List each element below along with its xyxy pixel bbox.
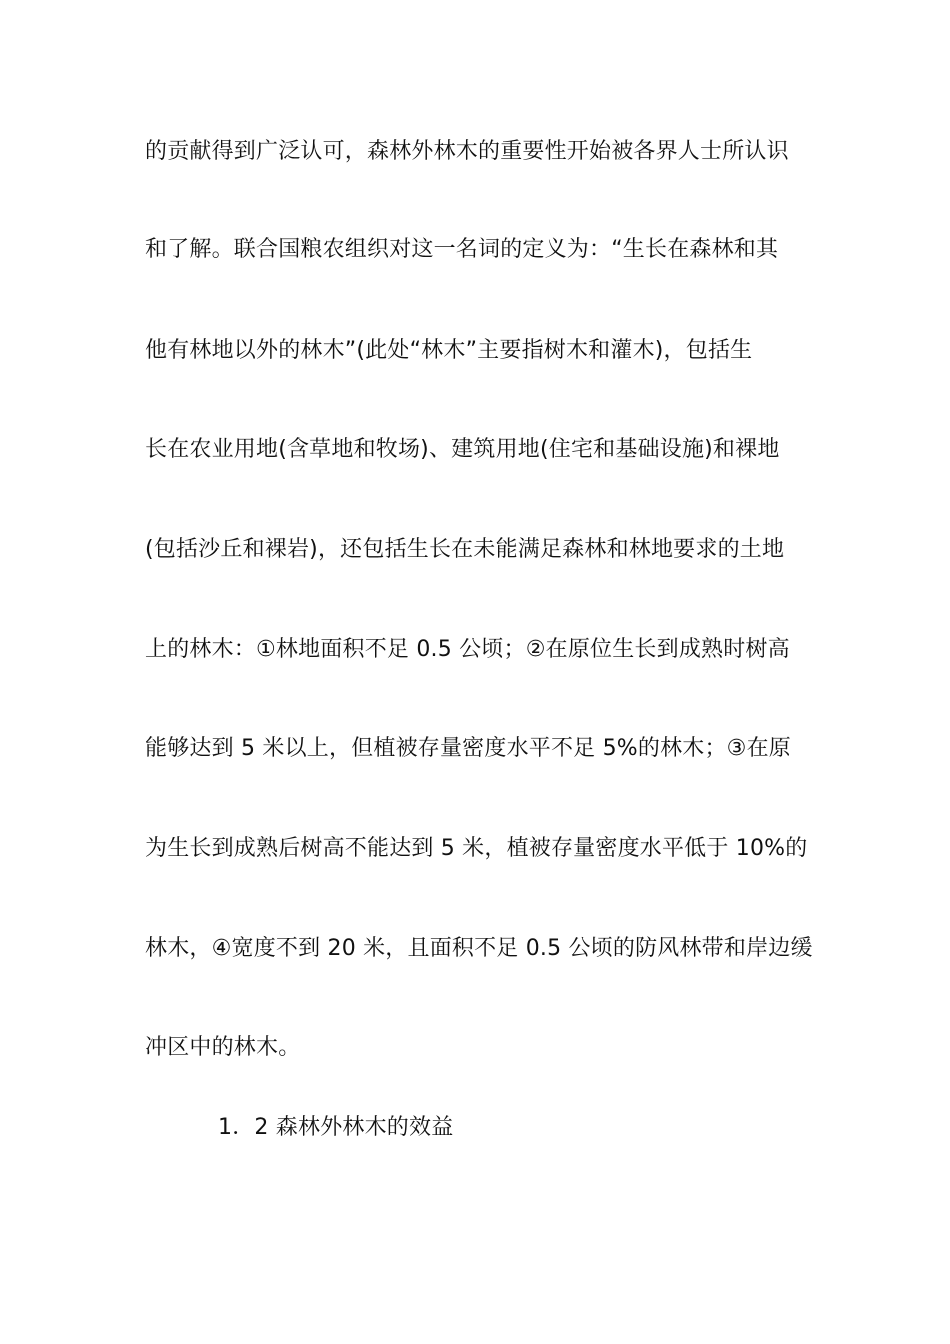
section-heading: 1．2 森林外林木的效益 bbox=[218, 1115, 454, 1140]
paragraph-line-2: 和了解。联合国粮农组织对这一名词的定义为：“生长在森林和其 bbox=[145, 237, 779, 262]
paragraph-line-10: 冲区中的林木。 bbox=[145, 1035, 301, 1060]
paragraph-line-8: 为生长到成熟后树高不能达到 5 米，植被存量密度水平低于 10%的 bbox=[145, 836, 808, 861]
paragraph-line-3: 他有林地以外的林木”(此处“林木”主要指树木和灌木)，包括生 bbox=[145, 338, 753, 363]
paragraph-line-5: (包括沙丘和裸岩)，还包括生长在未能满足森林和林地要求的土地 bbox=[145, 537, 785, 562]
paragraph-line-6: 上的林木：①林地面积不足 0.5 公顷；②在原位生长到成熟时树高 bbox=[145, 637, 790, 662]
paragraph-line-7: 能够达到 5 米以上，但植被存量密度水平不足 5%的林木；③在原 bbox=[145, 736, 792, 761]
paragraph-line-9: 林木，④宽度不到 20 米，且面积不足 0.5 公顷的防风林带和岸边缓 bbox=[145, 936, 813, 961]
paragraph-line-1: 的贡献得到广泛认可，森林外林木的重要性开始被各界人士所认识 bbox=[145, 139, 789, 164]
paragraph-line-4: 长在农业用地(含草地和牧场)、建筑用地(住宅和基础设施)和裸地 bbox=[145, 437, 780, 462]
